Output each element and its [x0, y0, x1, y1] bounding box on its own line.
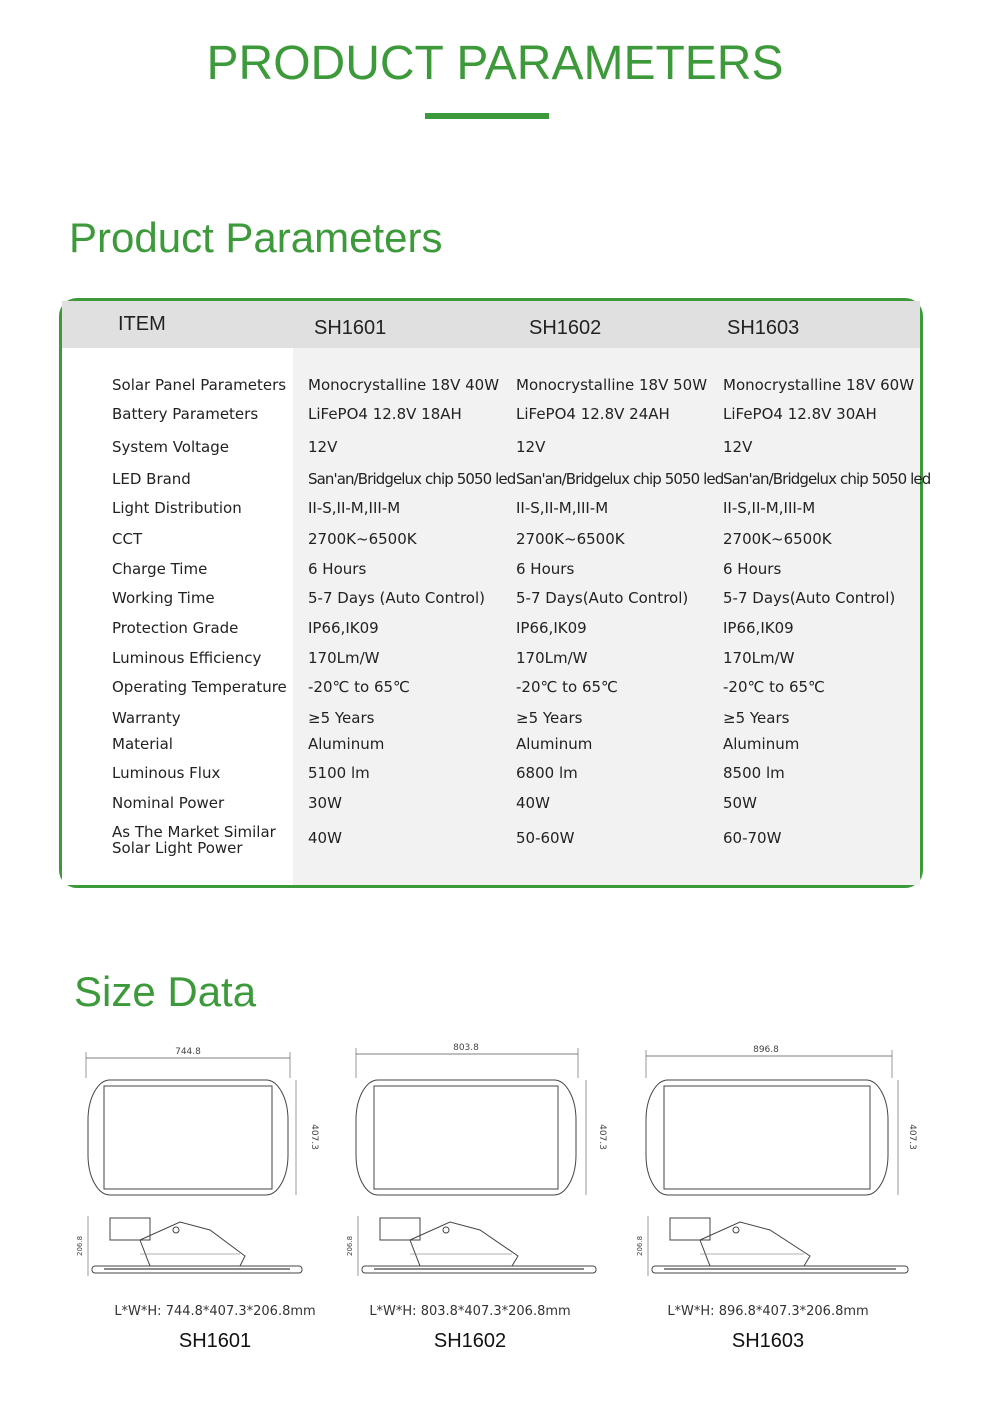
- row-value: ≥5 Years: [516, 709, 583, 727]
- product-parameters-heading: Product Parameters: [69, 214, 443, 261]
- height-label: 206.8: [76, 1235, 84, 1257]
- row-value: IP66,IK09: [723, 619, 794, 637]
- row-value: San'an/Bridgelux chip 5050 led: [516, 470, 724, 488]
- page-title: PRODUCT PARAMETERS: [206, 37, 784, 90]
- row-label: Light Distribution: [112, 499, 242, 517]
- column-header-sh1603: SH1603: [727, 317, 800, 339]
- row-value: IP66,IK09: [516, 619, 587, 637]
- row-value: 40W: [516, 794, 550, 812]
- row-value: San'an/Bridgelux chip 5050 led: [723, 470, 931, 488]
- row-label: System Voltage: [112, 438, 229, 456]
- parameters-table: [59, 298, 931, 888]
- row-label: LED Brand: [112, 470, 191, 488]
- size-data-heading: Size Data: [74, 968, 257, 1015]
- row-label: Battery Parameters: [112, 405, 259, 423]
- row-value: Aluminum: [308, 735, 385, 753]
- model-label-sh1601: SH1601: [178, 1330, 252, 1352]
- row-value: Monocrystalline 18V 40W: [308, 376, 500, 394]
- row-value: San'an/Bridgelux chip 5050 led: [308, 470, 516, 488]
- row-label: Luminous Flux: [112, 764, 221, 782]
- row-value: 40W: [308, 829, 342, 847]
- row-value: 5100 lm: [308, 764, 370, 782]
- row-label: Charge Time: [112, 560, 208, 578]
- column-header-sh1601: SH1601: [314, 317, 387, 339]
- width-label: 407.3: [597, 1124, 607, 1150]
- column-header-item: ITEM: [118, 313, 166, 335]
- row-value: -20℃ to 65℃: [723, 678, 825, 696]
- row-value: II-S,II-M,III-M: [516, 499, 609, 517]
- row-value: 8500 lm: [723, 764, 785, 782]
- row-label: Solar Panel Parameters: [112, 376, 287, 394]
- model-label-sh1603: SH1603: [731, 1330, 805, 1352]
- dimensions-text-sh1601: L*W*H: 744.8*407.3*206.8mm: [114, 1304, 316, 1319]
- row-value: 12V: [723, 438, 753, 456]
- row-value: 5-7 Days(Auto Control): [516, 589, 689, 607]
- dimension-drawing-sh1603: [636, 1040, 920, 1280]
- row-value: 30W: [308, 794, 342, 812]
- row-value: 6 Hours: [723, 560, 782, 578]
- row-value: Monocrystalline 18V 60W: [723, 376, 915, 394]
- size-block-sh1602: [346, 1040, 620, 1400]
- model-label-sh1602: SH1602: [433, 1330, 507, 1352]
- row-label: Nominal Power: [112, 794, 225, 812]
- row-label: As The Market Similar Solar Light Power: [112, 823, 276, 857]
- row-value: IP66,IK09: [308, 619, 379, 637]
- row-value: LiFePO4 12.8V 18AH: [308, 405, 462, 423]
- title-underline: [425, 113, 549, 119]
- row-value: -20℃ to 65℃: [308, 678, 410, 696]
- width-label: 407.3: [309, 1124, 319, 1150]
- row-value: 50W: [723, 794, 757, 812]
- row-value: 12V: [516, 438, 546, 456]
- row-value: 2700K~6500K: [308, 530, 417, 548]
- row-value: ≥5 Years: [723, 709, 790, 727]
- row-value: LiFePO4 12.8V 24AH: [516, 405, 670, 423]
- length-label: 744.8: [175, 1047, 201, 1057]
- row-label: Operating Temperature: [112, 678, 287, 696]
- row-label: Protection Grade: [112, 619, 239, 637]
- row-value: Aluminum: [516, 735, 593, 753]
- row-value: II-S,II-M,III-M: [723, 499, 816, 517]
- row-value: LiFePO4 12.8V 30AH: [723, 405, 877, 423]
- row-value: 2700K~6500K: [516, 530, 625, 548]
- row-value: 6 Hours: [516, 560, 575, 578]
- row-value: Monocrystalline 18V 50W: [516, 376, 708, 394]
- row-value: 12V: [308, 438, 338, 456]
- row-value: Aluminum: [723, 735, 800, 753]
- row-value: -20℃ to 65℃: [516, 678, 618, 696]
- dimensions-text-sh1603: L*W*H: 896.8*407.3*206.8mm: [667, 1304, 869, 1319]
- length-label: 896.8: [753, 1045, 779, 1055]
- row-value: ≥5 Years: [308, 709, 375, 727]
- row-label: Warranty: [112, 709, 181, 727]
- column-header-sh1602: SH1602: [529, 317, 602, 339]
- height-label: 206.8: [346, 1235, 354, 1257]
- row-value: 5-7 Days (Auto Control): [308, 589, 485, 607]
- row-value: 60-70W: [723, 829, 782, 847]
- row-value: 5-7 Days(Auto Control): [723, 589, 896, 607]
- row-label: CCT: [112, 530, 143, 548]
- row-value: 170Lm/W: [516, 649, 588, 667]
- width-label: 407.3: [907, 1124, 917, 1150]
- height-label: 206.8: [636, 1235, 644, 1257]
- size-block-sh1603: [636, 1040, 917, 1400]
- size-block-sh1601: [76, 1040, 350, 1400]
- row-value: 6 Hours: [308, 560, 367, 578]
- row-value: II-S,II-M,III-M: [308, 499, 401, 517]
- dimension-drawing-sh1601: [76, 1040, 320, 1280]
- dimensions-text-sh1602: L*W*H: 803.8*407.3*206.8mm: [369, 1304, 571, 1319]
- row-label: Working Time: [112, 589, 215, 607]
- row-value: 6800 lm: [516, 764, 578, 782]
- row-label: Material: [112, 735, 173, 753]
- dimension-drawing-sh1602: [346, 1040, 610, 1280]
- length-label: 803.8: [453, 1043, 479, 1053]
- row-value: 2700K~6500K: [723, 530, 832, 548]
- row-label: Luminous Efficiency: [112, 649, 262, 667]
- row-value: 50-60W: [516, 829, 575, 847]
- row-value: 170Lm/W: [308, 649, 380, 667]
- row-value: 170Lm/W: [723, 649, 795, 667]
